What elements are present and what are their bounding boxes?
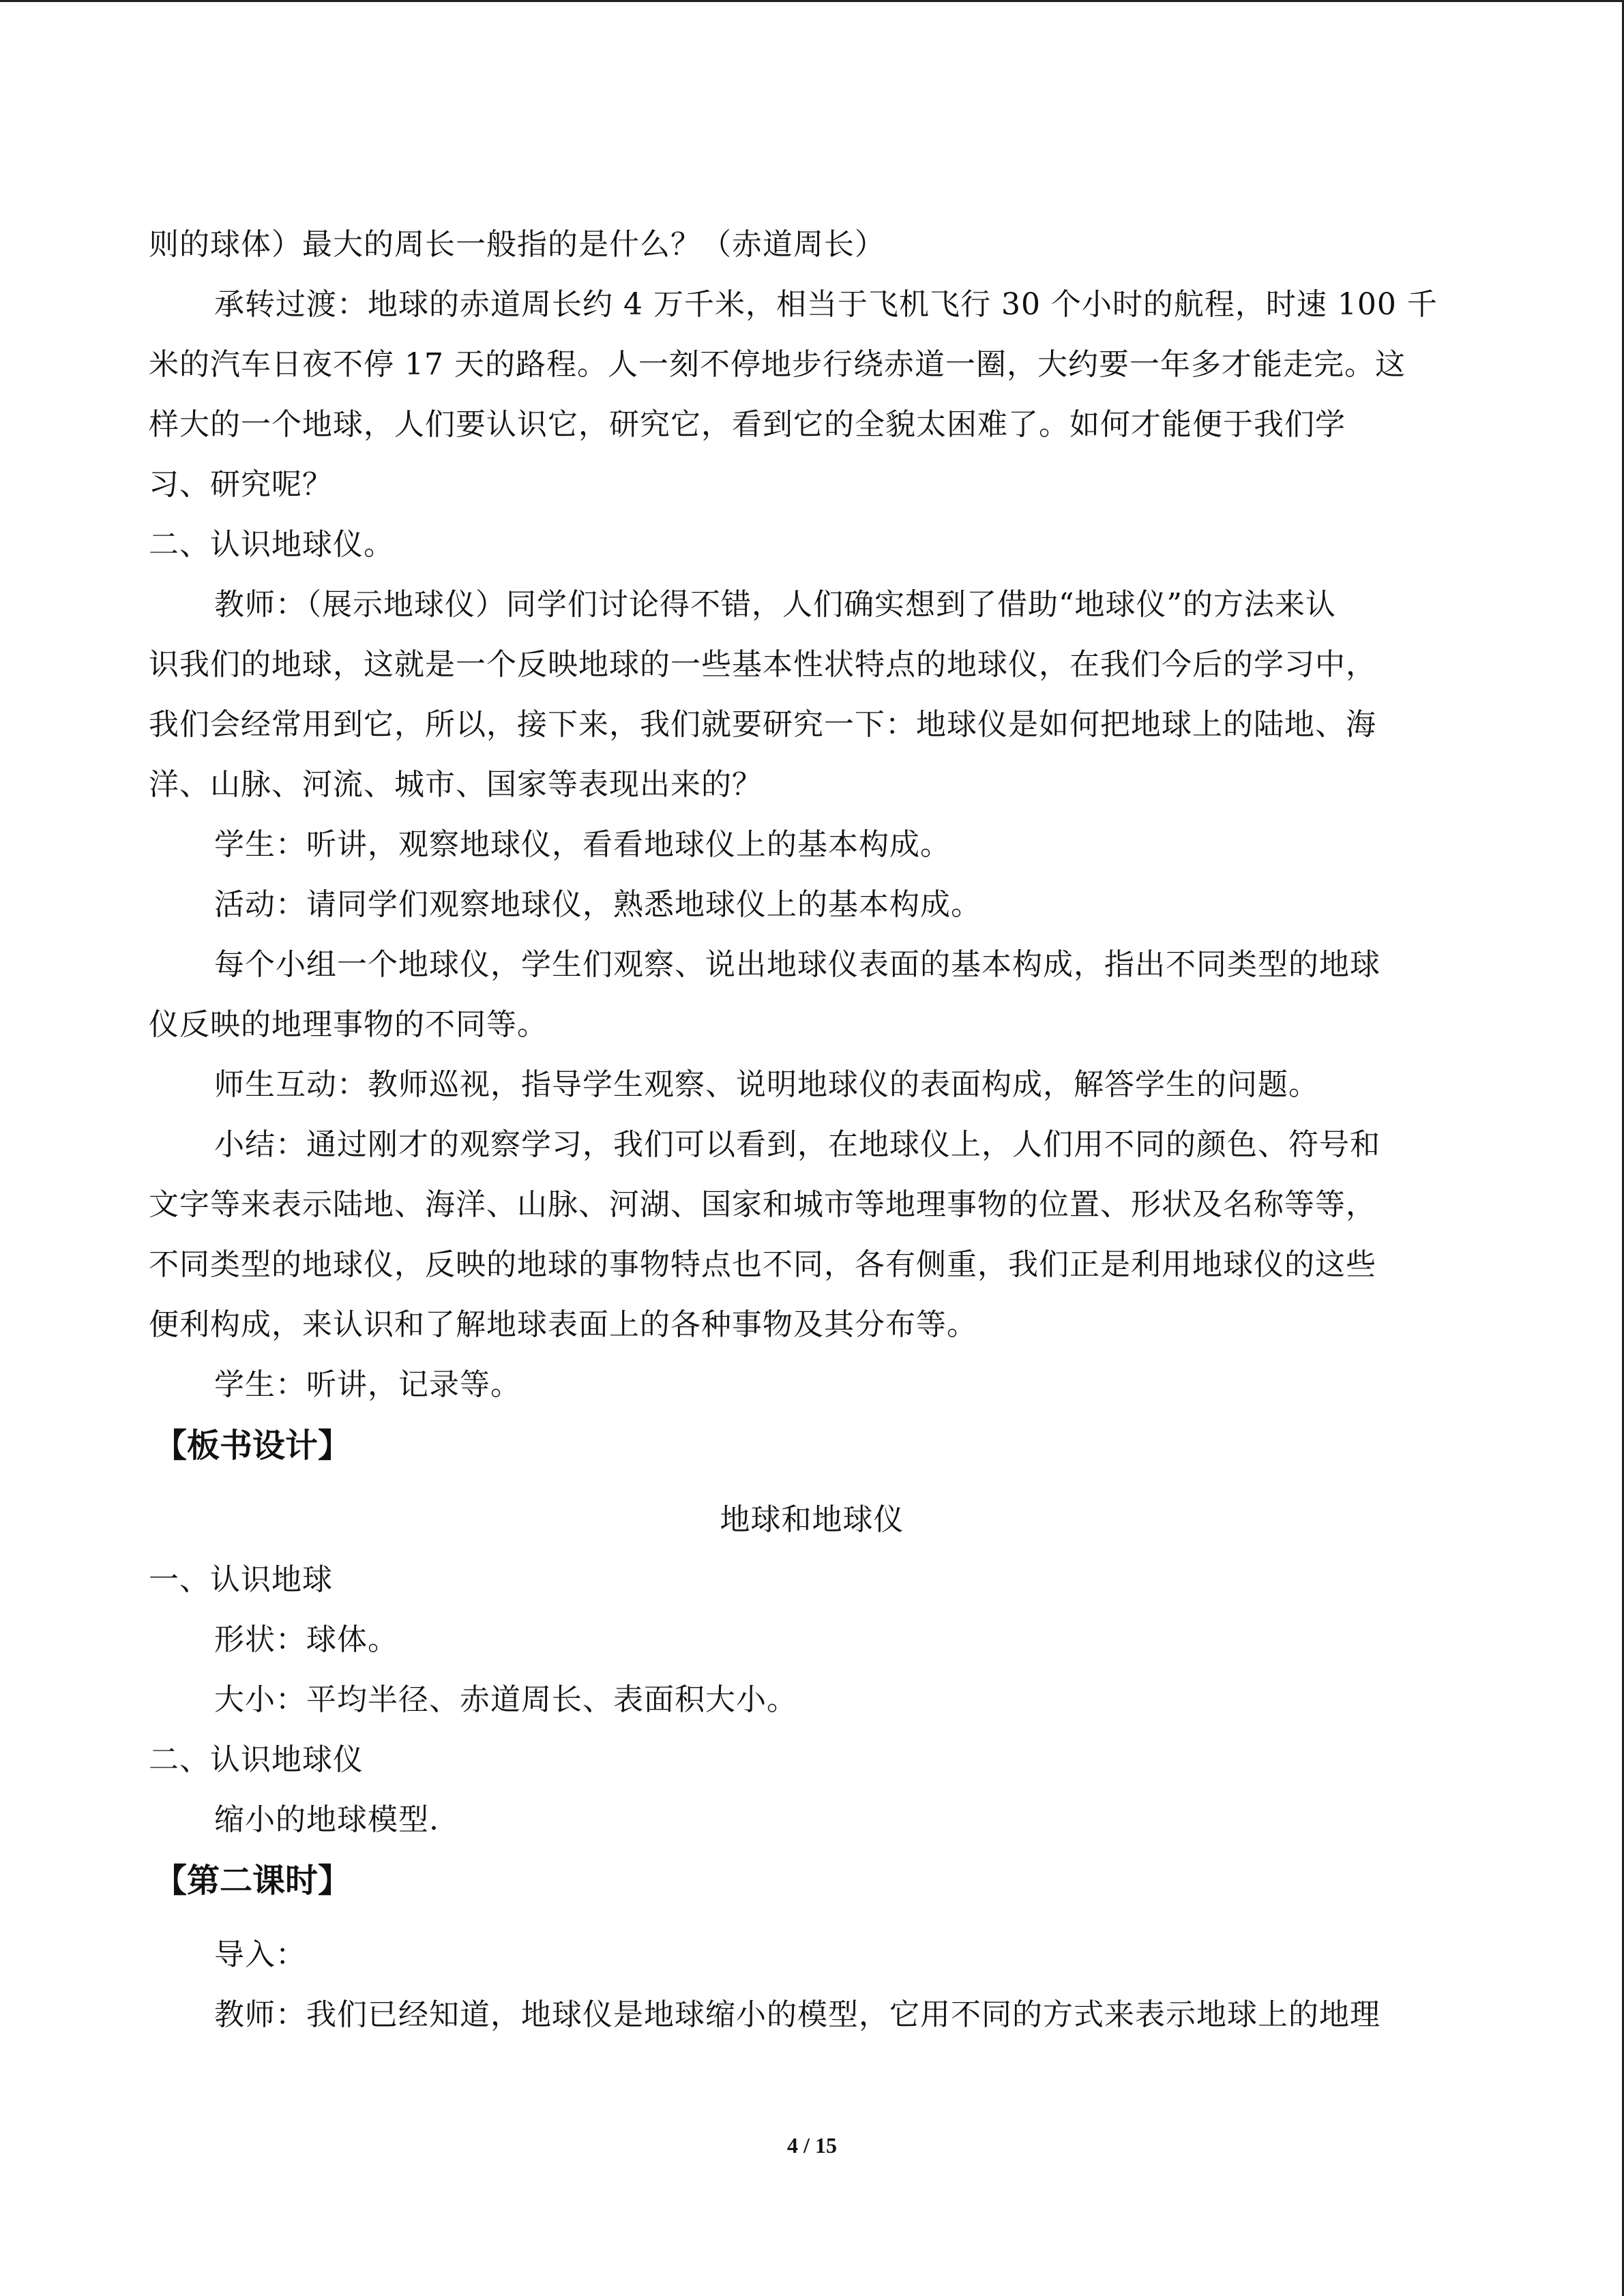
text-line: 一、认识地球 <box>149 1562 333 1597</box>
board-design-heading: 【板书设计】 <box>154 1427 351 1465</box>
text-line: 师生互动：教师巡视，指导学生观察、说明地球仪的表面构成，解答学生的问题。 <box>214 1067 1319 1102</box>
text-line: 活动：请同学们观察地球仪，熟悉地球仪上的基本构成。 <box>214 887 981 922</box>
text-line: 便利构成，来认识和了解地球表面上的各种事物及其分布等。 <box>149 1307 977 1342</box>
section-heading: 二、认识地球仪。 <box>149 527 394 562</box>
text-line: 形状：球体。 <box>214 1622 398 1657</box>
second-lesson-heading: 【第二课时】 <box>154 1862 351 1900</box>
spacer <box>149 1476 1475 1490</box>
text-line: 不同类型的地球仪，反映的地球的事物特点也不同，各有侧重，我们正是利用地球仪的这些 <box>149 1247 1376 1282</box>
text-line: 我们会经常用到它，所以，接下来，我们就要研究一下：地球仪是如何把地球上的陆地、海 <box>149 707 1376 742</box>
text-line: 则的球体）最大的周长一般指的是什么？（赤道周长） <box>149 227 885 262</box>
text-line: 识我们的地球，这就是一个反映地球的一些基本性状特点的地球仪，在我们今后的学习中， <box>149 647 1376 682</box>
text-line: 大小：平均半径、赤道周长、表面积大小。 <box>214 1682 797 1717</box>
text-line: 承转过渡：地球的赤道周长约 4 万千米，相当于飞机飞行 30 个小时的航程，时速 100 千 <box>214 287 1438 322</box>
text-line: 学生：听讲，记录等。 <box>214 1367 521 1402</box>
document-body <box>149 215 1475 2045</box>
text-line: 学生：听讲，观察地球仪，看看地球仪上的基本构成。 <box>214 827 951 862</box>
text-line: 文字等来表示陆地、海洋、山脉、河湖、国家和城市等地理事物的位置、形状及名称等等， <box>149 1187 1376 1222</box>
text-line: 仪反映的地理事物的不同等。 <box>149 1007 548 1042</box>
text-line: 小结：通过刚才的观察学习，我们可以看到，在地球仪上，人们用不同的颜色、符号和 <box>214 1127 1381 1162</box>
text-line: 教师：我们已经知道，地球仪是地球缩小的模型，它用不同的方式来表示地球上的地理 <box>214 1997 1381 2032</box>
text-line: 米的汽车日夜不停 17 天的路程。人一刻不停地步行绕赤道一圈，大约要一年多才能走完。这 <box>149 347 1406 382</box>
text-line: 教师：（展示地球仪）同学们讨论得不错，人们确实想到了借助“地球仪”的方法来认 <box>214 587 1336 622</box>
board-title: 地球和地球仪 <box>720 1502 904 1537</box>
text-line: 样大的一个地球，人们要认识它，研究它，看到它的全貌太困难了。如何才能便于我们学 <box>149 407 1346 442</box>
text-line: 导入： <box>214 1937 306 1972</box>
page-number: 4 / 15 <box>787 2133 837 2158</box>
text-line: 缩小的地球模型. <box>214 1802 439 1837</box>
text-line: 二、认识地球仪 <box>149 1742 364 1777</box>
text-line: 洋、山脉、河流、城市、国家等表现出来的？ <box>149 767 763 802</box>
text-line: 习、研究呢？ <box>149 467 333 502</box>
spacer <box>149 1911 1475 1925</box>
text-line: 每个小组一个地球仪，学生们观察、说出地球仪表面的基本构成，指出不同类型的地球 <box>214 947 1381 982</box>
